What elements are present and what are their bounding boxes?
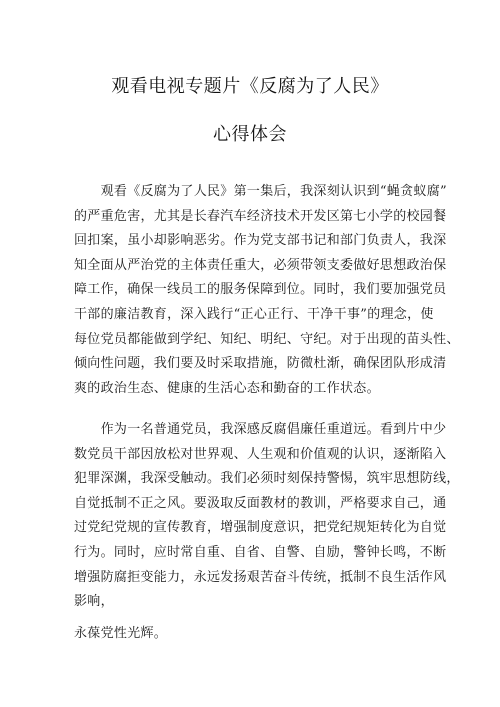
paragraph-line: 永葆党性光辉。 xyxy=(74,626,168,641)
paragraph-line: 犯罪深渊，我深受触动。我们必须时刻保持警惕，筑牢思想防线， xyxy=(74,471,460,487)
document-subtitle: 心得体会 xyxy=(213,124,287,145)
paragraph-line: 自觉抵制不正之风。要汲取反面教材的教训，严格要求自己，通 xyxy=(74,495,447,511)
paragraph-line: 增强防腐拒变能力，永远发扬艰苦奋斗传统，抵制不良生活作风 xyxy=(74,569,447,585)
paragraph-line: 障工作，确保一线员工的服务保障到位。同时，我们要加强党员 xyxy=(74,282,447,298)
paragraph-1 xyxy=(74,180,460,401)
paragraph-line: 作为一名普通党员，我深感反腐倡廉任重道远。看到片中少 xyxy=(74,422,447,437)
paragraph-2 xyxy=(74,418,460,615)
paragraph-line: 行为。同时，应时常自重、自省、自警、自励，警钟长鸣，不断 xyxy=(74,544,447,560)
paragraph-line: 爽的政治生态、健康的生活心态和勤奋的工作状态。 xyxy=(74,380,380,396)
paragraph-line: 干部的廉洁教育，深入践行“正心正行、干净干事”的理念，使 xyxy=(74,306,434,322)
paragraph-line: 过党纪党规的宣传教育，增强制度意识，把党纪规矩转化为自觉 xyxy=(74,520,447,536)
paragraph-line: 的严重危害，尤其是长春汽车经济技术开发区第七小学的校园餐 xyxy=(74,208,447,224)
paragraph-line: 观看《反腐为了人民》第一集后，我深刻认识到“蝇贪蚁腐” xyxy=(74,184,447,199)
paragraph-line: 每位党员都能做到学纪、知纪、明纪、守纪。对于出现的苗头性、 xyxy=(74,331,460,347)
paragraph-3 xyxy=(74,622,432,647)
document-title: 观看电视专题片《反腐为了人民》 xyxy=(111,76,389,97)
paragraph-line: 知全面从严治党的主体责任重大，必须带领支委做好思想政治保 xyxy=(74,257,447,273)
paragraph-line: 倾向性问题，我们要及时采取措施，防微杜渐，确保团队形成清 xyxy=(74,356,447,372)
paragraph-line: 数党员干部因放松对世界观、人生观和价值观的认识，逐渐陷入 xyxy=(74,446,447,462)
paragraph-line: 回扣案，虽小却影响恶劣。作为党支部书记和部门负责人，我深 xyxy=(74,233,447,249)
paragraph-line: 影响， xyxy=(74,594,114,610)
